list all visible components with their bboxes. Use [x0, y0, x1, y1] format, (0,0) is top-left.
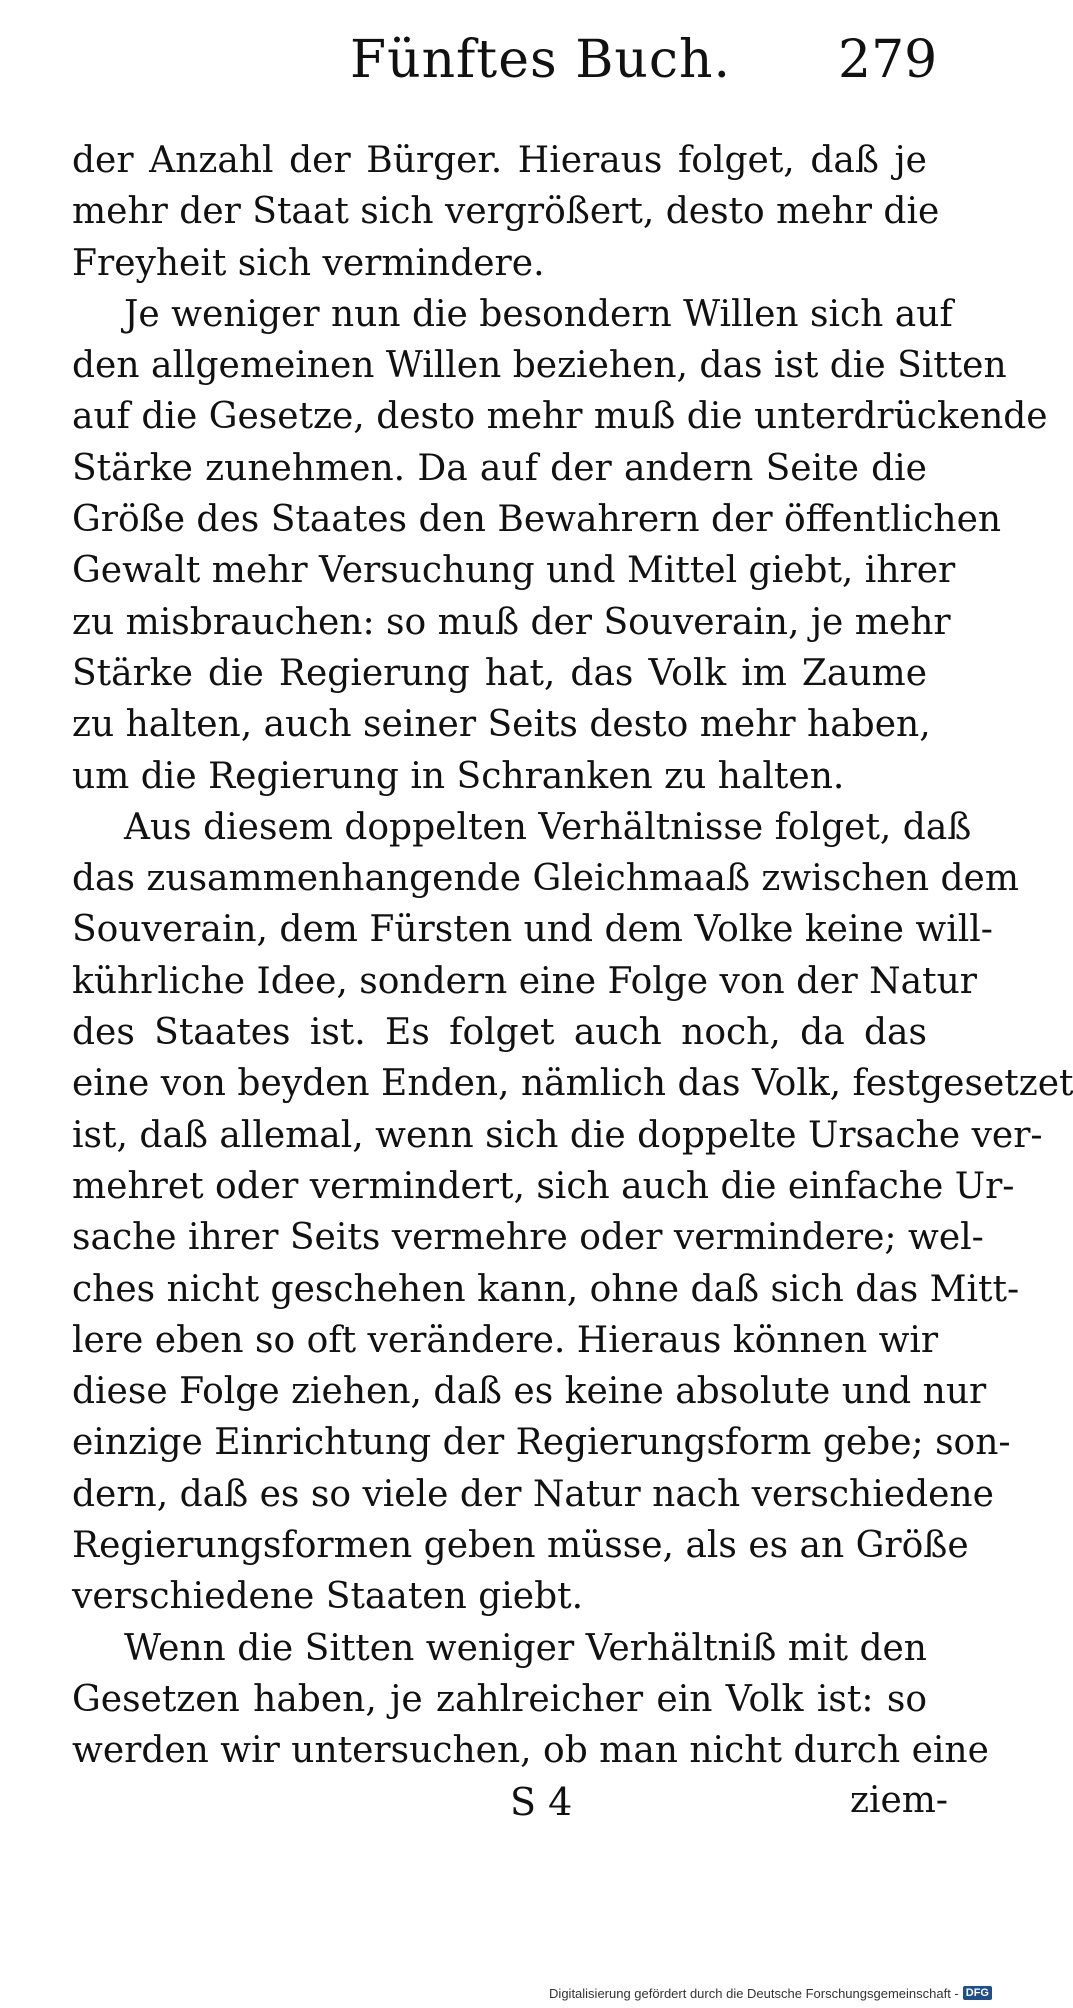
text-line: eine von beyden Enden, nämlich das Volk, festgesetzet: [72, 1063, 1073, 1105]
text-line: mehret oder vermindert, sich auch die einfache Ur-: [72, 1165, 1015, 1207]
dfg-logo-icon: DFG: [963, 1986, 992, 2000]
text-line: zu misbrauchen: so muß der Souverain, je mehr: [72, 601, 951, 643]
text-line: kührliche Idee, sondern eine Folge von der Natur: [72, 960, 978, 1002]
text-line: Stärke die Regierung hat, das Volk im Zaume: [72, 652, 927, 694]
page-number: 279: [838, 30, 938, 90]
text-line: dern, daß es so viele der Natur nach verschiedene: [72, 1473, 994, 1515]
text-line: den allgemeinen Willen beziehen, das ist die Sitten: [72, 345, 1007, 387]
text-line: sache ihrer Seits vermehre oder vermindere; wel-: [72, 1217, 984, 1259]
text-line: Größe des Staates den Bewahrern der öffentlichen: [72, 499, 1002, 541]
text-line: diese Folge ziehen, daß es keine absolute und nur: [72, 1371, 987, 1413]
text-line: des Staates ist. Es folget auch noch, da das: [72, 1012, 927, 1054]
text-line: verschiedene Staaten giebt.: [72, 1576, 584, 1618]
text-line: ches nicht geschehen kann, ohne daß sich das Mitt-: [72, 1268, 1020, 1310]
text-line: Regierungsformen geben müsse, als es an Größe: [72, 1525, 969, 1567]
text-line: Souverain, dem Fürsten und dem Volke keine will-: [72, 909, 993, 951]
text-line: auf die Gesetze, desto mehr muß die unterdrückende: [72, 396, 1048, 438]
catchword: ziem-: [850, 1780, 949, 1821]
text-line: der Anzahl der Bürger. Hieraus folget, daß je: [72, 140, 927, 181]
page-footer: [0, 1780, 1000, 1830]
digitization-credit-text: Digitalisierung gefördert durch die Deutsche Forschungsgemeinschaft -: [549, 1985, 959, 2001]
text-line: Stärke zunehmen. Da auf der andern Seite die: [72, 447, 927, 489]
text-line: einzige Einrichtung der Regierungsform gebe; son-: [72, 1422, 1011, 1464]
text-line: ist, daß allemal, wenn sich die doppelte Ursache ver-: [72, 1114, 1043, 1156]
text-line: lere eben so oft verändere. Hieraus können wir: [72, 1319, 939, 1361]
body-text: [72, 135, 1073, 1777]
text-line: Wenn die Sitten weniger Verhältniß mit den: [124, 1627, 927, 1669]
text-line: Gewalt mehr Versuchung und Mittel giebt, ihrer: [72, 550, 956, 592]
running-head: [0, 30, 1000, 110]
text-line: Je weniger nun die besondern Willen sich auf: [124, 293, 953, 335]
text-line: mehr der Staat sich vergrößert, desto mehr die: [72, 191, 940, 233]
text-line: Gesetzen haben, je zahlreicher ein Volk ist: so: [72, 1678, 927, 1720]
running-title: Fünftes Buch.: [350, 30, 732, 90]
signature-mark: S 4: [510, 1780, 573, 1824]
text-line: Freyheit sich vermindere.: [72, 242, 545, 284]
digitization-credit: [549, 1982, 992, 2004]
text-line: das zusammenhangende Gleichmaaß zwischen dem: [72, 858, 1019, 900]
text-line: zu halten, auch seiner Seits desto mehr haben,: [72, 704, 931, 746]
text-line: werden wir untersuchen, ob man nicht durch eine: [72, 1730, 989, 1772]
text-line: Aus diesem doppelten Verhältnisse folget, daß: [124, 806, 972, 848]
text-line: um die Regierung in Schranken zu halten.: [72, 755, 845, 797]
